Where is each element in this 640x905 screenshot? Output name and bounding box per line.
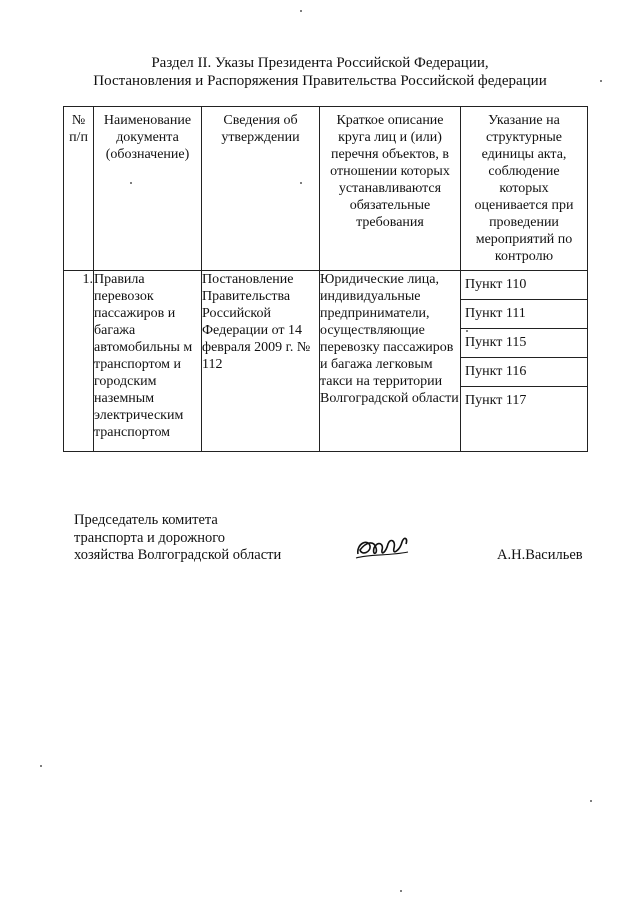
section-title — [0, 54, 640, 90]
signatory-line-3: хозяйства Волгоградской области — [74, 547, 282, 563]
table-row — [64, 271, 588, 452]
column-header-number: № п/п — [64, 107, 94, 271]
scan-speck — [466, 330, 468, 332]
table-header-row — [64, 107, 588, 271]
scan-speck — [300, 10, 302, 12]
point-item: Пункт 115 — [461, 329, 587, 358]
requirements-table — [63, 106, 588, 452]
row-approval: Постановление Правительства Российской Федерации от 14 февраля 2009 г. № 112 — [202, 271, 320, 452]
row-scope: Юридические лица, индивидуальные предприниматели, осуществляющие перевозку пассажиров и багажа легковым такси на территории Волгоградской области — [320, 271, 461, 452]
scan-speck — [300, 182, 302, 184]
point-item: Пункт 111 — [461, 300, 587, 329]
scan-speck — [400, 890, 402, 892]
scan-speck — [590, 800, 592, 802]
point-item: Пункт 116 — [461, 358, 587, 387]
scan-speck — [40, 765, 42, 767]
signatory-line-1: Председатель комитета — [74, 512, 218, 528]
scan-speck — [130, 182, 132, 184]
section-title-line-2: Постановления и Распоряжения Правительства Российской федерации — [93, 73, 547, 89]
signatory-name: А.Н.Васильев — [497, 547, 583, 563]
row-number: 1. — [64, 271, 94, 452]
column-header-document: Наименование документа (обозначение) — [94, 107, 202, 271]
point-item: Пункт 110 — [461, 271, 587, 300]
column-header-points: Указание на структурные единицы акта, соблюдение которых оценивается при проведении мероприятий по контролю — [461, 107, 588, 271]
section-title-line-1: Раздел II. Указы Президента Российской Федерации, — [151, 55, 489, 71]
column-header-scope: Краткое описание круга лиц и (или) перечня объектов, в отношении которых устанавливаются обязательные требования — [320, 107, 461, 271]
row-document: Правила перевозок пассажиров и багажа автомобильны м транспортом и городским наземным электрическим транспортом — [94, 271, 202, 452]
handwritten-signature — [352, 530, 412, 566]
signatory-title — [74, 512, 281, 565]
column-header-approval: Сведения об утверждении — [202, 107, 320, 271]
point-item: Пункт 117 — [465, 393, 527, 408]
row-points — [461, 271, 588, 452]
scan-speck — [600, 80, 602, 82]
signatory-line-2: транспорта и дорожного — [74, 529, 226, 546]
